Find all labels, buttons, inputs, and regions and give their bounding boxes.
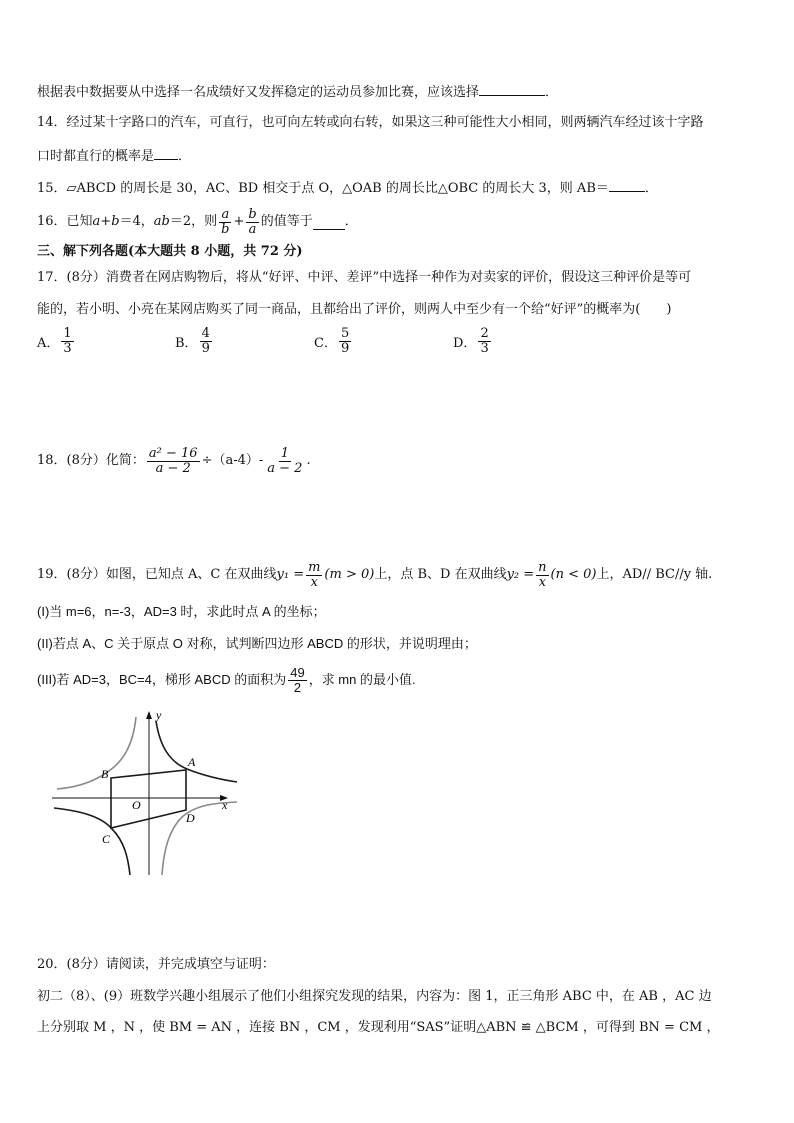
q17-line1: 17．(8分）消费者在网店购物后，将从“好评、中评、差评”中选择一种作为对卖家的评价，假设这三种评价是等可: [37, 270, 692, 285]
label-b: B: [101, 767, 109, 781]
q14-line2: 口时都直行的概率是 ．: [37, 145, 191, 167]
section-title: 三、解下列各题(本大题共 8 小题，共 72 分): [37, 244, 303, 259]
q20-line2: 上分别取 M ，N ，使 BM = AN ，连接 BN ，CM ，发现利用“SAS”证明△ABN ≌ △BCM ，可得到 BN = CM ，: [37, 1020, 720, 1035]
q20-title: 20．(8分）请阅读，并完成填空与证明：: [37, 957, 275, 972]
fraction: $\frac{5}{9}$: [340, 326, 350, 356]
fraction: $\frac{b}{a}$: [248, 206, 257, 237]
label-c: C: [102, 832, 111, 846]
intro-line: 根据表中数据要从中选择一名成绩好又发挥稳定的运动员参加比赛，应该选择 ．: [37, 81, 558, 103]
option-c: C． $\frac{5}{9}$: [314, 326, 350, 356]
q19-part3: (III)若 AD=3，BC=4，梯形 ABCD 的面积为 $\frac{49}{2}$ ，求 mn 的最小值.: [37, 664, 416, 695]
q16-line: 16．已知 a+b ＝4， ab ＝2，则 $\frac{a}{b}$ + $\frac{b}{a}$ 的值等于 ．: [37, 206, 358, 237]
q20-line1: 初二（8）、(9）班数学兴趣小组展示了他们小组探究发现的结果，内容为：图 1，正三角形 ABC 中，在 AB ，AC 边: [37, 989, 712, 1004]
q19-part2: (II)若点 A、C 关于原点 O 对称，试判断四边形 ABCD 的形状，并说明理由；: [37, 636, 477, 651]
option-d: D． $\frac{2}{3}$: [453, 326, 489, 356]
fraction: $\frac{4}{9}$: [201, 326, 210, 356]
q18-line: 18．(8分）化简： $\frac{\text{a² − 16}}{a - 2}$ ÷（a-4）- $\frac{1}{a - 2}$ .: [37, 445, 311, 476]
fraction: $\frac{n}{x}$: [538, 559, 547, 590]
option-b: B． $\frac{4}{9}$: [175, 326, 210, 356]
fraction: $\frac{1}{3}$: [63, 326, 72, 356]
fraction: $\frac{1}{a - 2}$: [267, 445, 303, 476]
fraction: $\frac{49}{2}$: [290, 664, 305, 695]
answer-blank: [154, 145, 178, 160]
option-a: A． $\frac{1}{3}$: [37, 326, 72, 356]
answer-blank: [609, 177, 645, 192]
curve-positive-branch-1: [156, 721, 237, 782]
y-axis-arrow-icon: [146, 711, 152, 719]
label-d: D: [186, 811, 195, 825]
label-a: A: [188, 755, 196, 769]
q19-line: 19．(8分）如图，已知点 A、C 在双曲线 y₁ = $\frac{m}{x}$ (m > 0) 上，点 B、D 在双曲线 y₂ = $\frac{n}{x}$ (n < 0) 上，AD// BC//y 轴.: [37, 559, 713, 590]
label-x: x: [222, 798, 228, 812]
hyperbola-graph: [52, 707, 237, 875]
fraction: $\frac{a}{b}$: [221, 206, 230, 237]
curve-positive-branch-2: [54, 808, 130, 875]
answer-blank: [479, 81, 545, 96]
label-y: y: [156, 708, 162, 722]
q19-part1: (I)当 m=6，n=-3，AD=3 时，求此时点 A 的坐标；: [37, 604, 326, 619]
answer-blank: [313, 215, 345, 230]
fraction: $\frac{\text{a² − 16}}{a - 2}$: [148, 445, 198, 476]
q15-line: 15．▱ABCD 的周长是 30，AC、BD 相交于点 O，△OAB 的周长比△OBC 的周长大 3，则 AB＝ ．: [37, 177, 658, 199]
label-o: O: [132, 798, 141, 812]
q17-line2: 能的，若小明、小亮在某网店购买了同一商品，且都给出了评价，则两人中至少有一个给“好评”的概率为( ): [37, 302, 672, 317]
fraction: $\frac{2}{3}$: [480, 326, 489, 356]
q14-line1: 14．经过某十字路口的汽车，可直行，也可向左转或向右转，如果这三种可能性大小相同，则两辆汽车经过该十字路: [37, 115, 704, 130]
fraction: $\frac{m}{x}$: [308, 559, 321, 590]
curve-negative-branch-1: [57, 717, 136, 789]
intro-text: 根据表中数据要从中选择一名成绩好又发挥稳定的运动员参加比赛，应该选择: [37, 85, 480, 100]
